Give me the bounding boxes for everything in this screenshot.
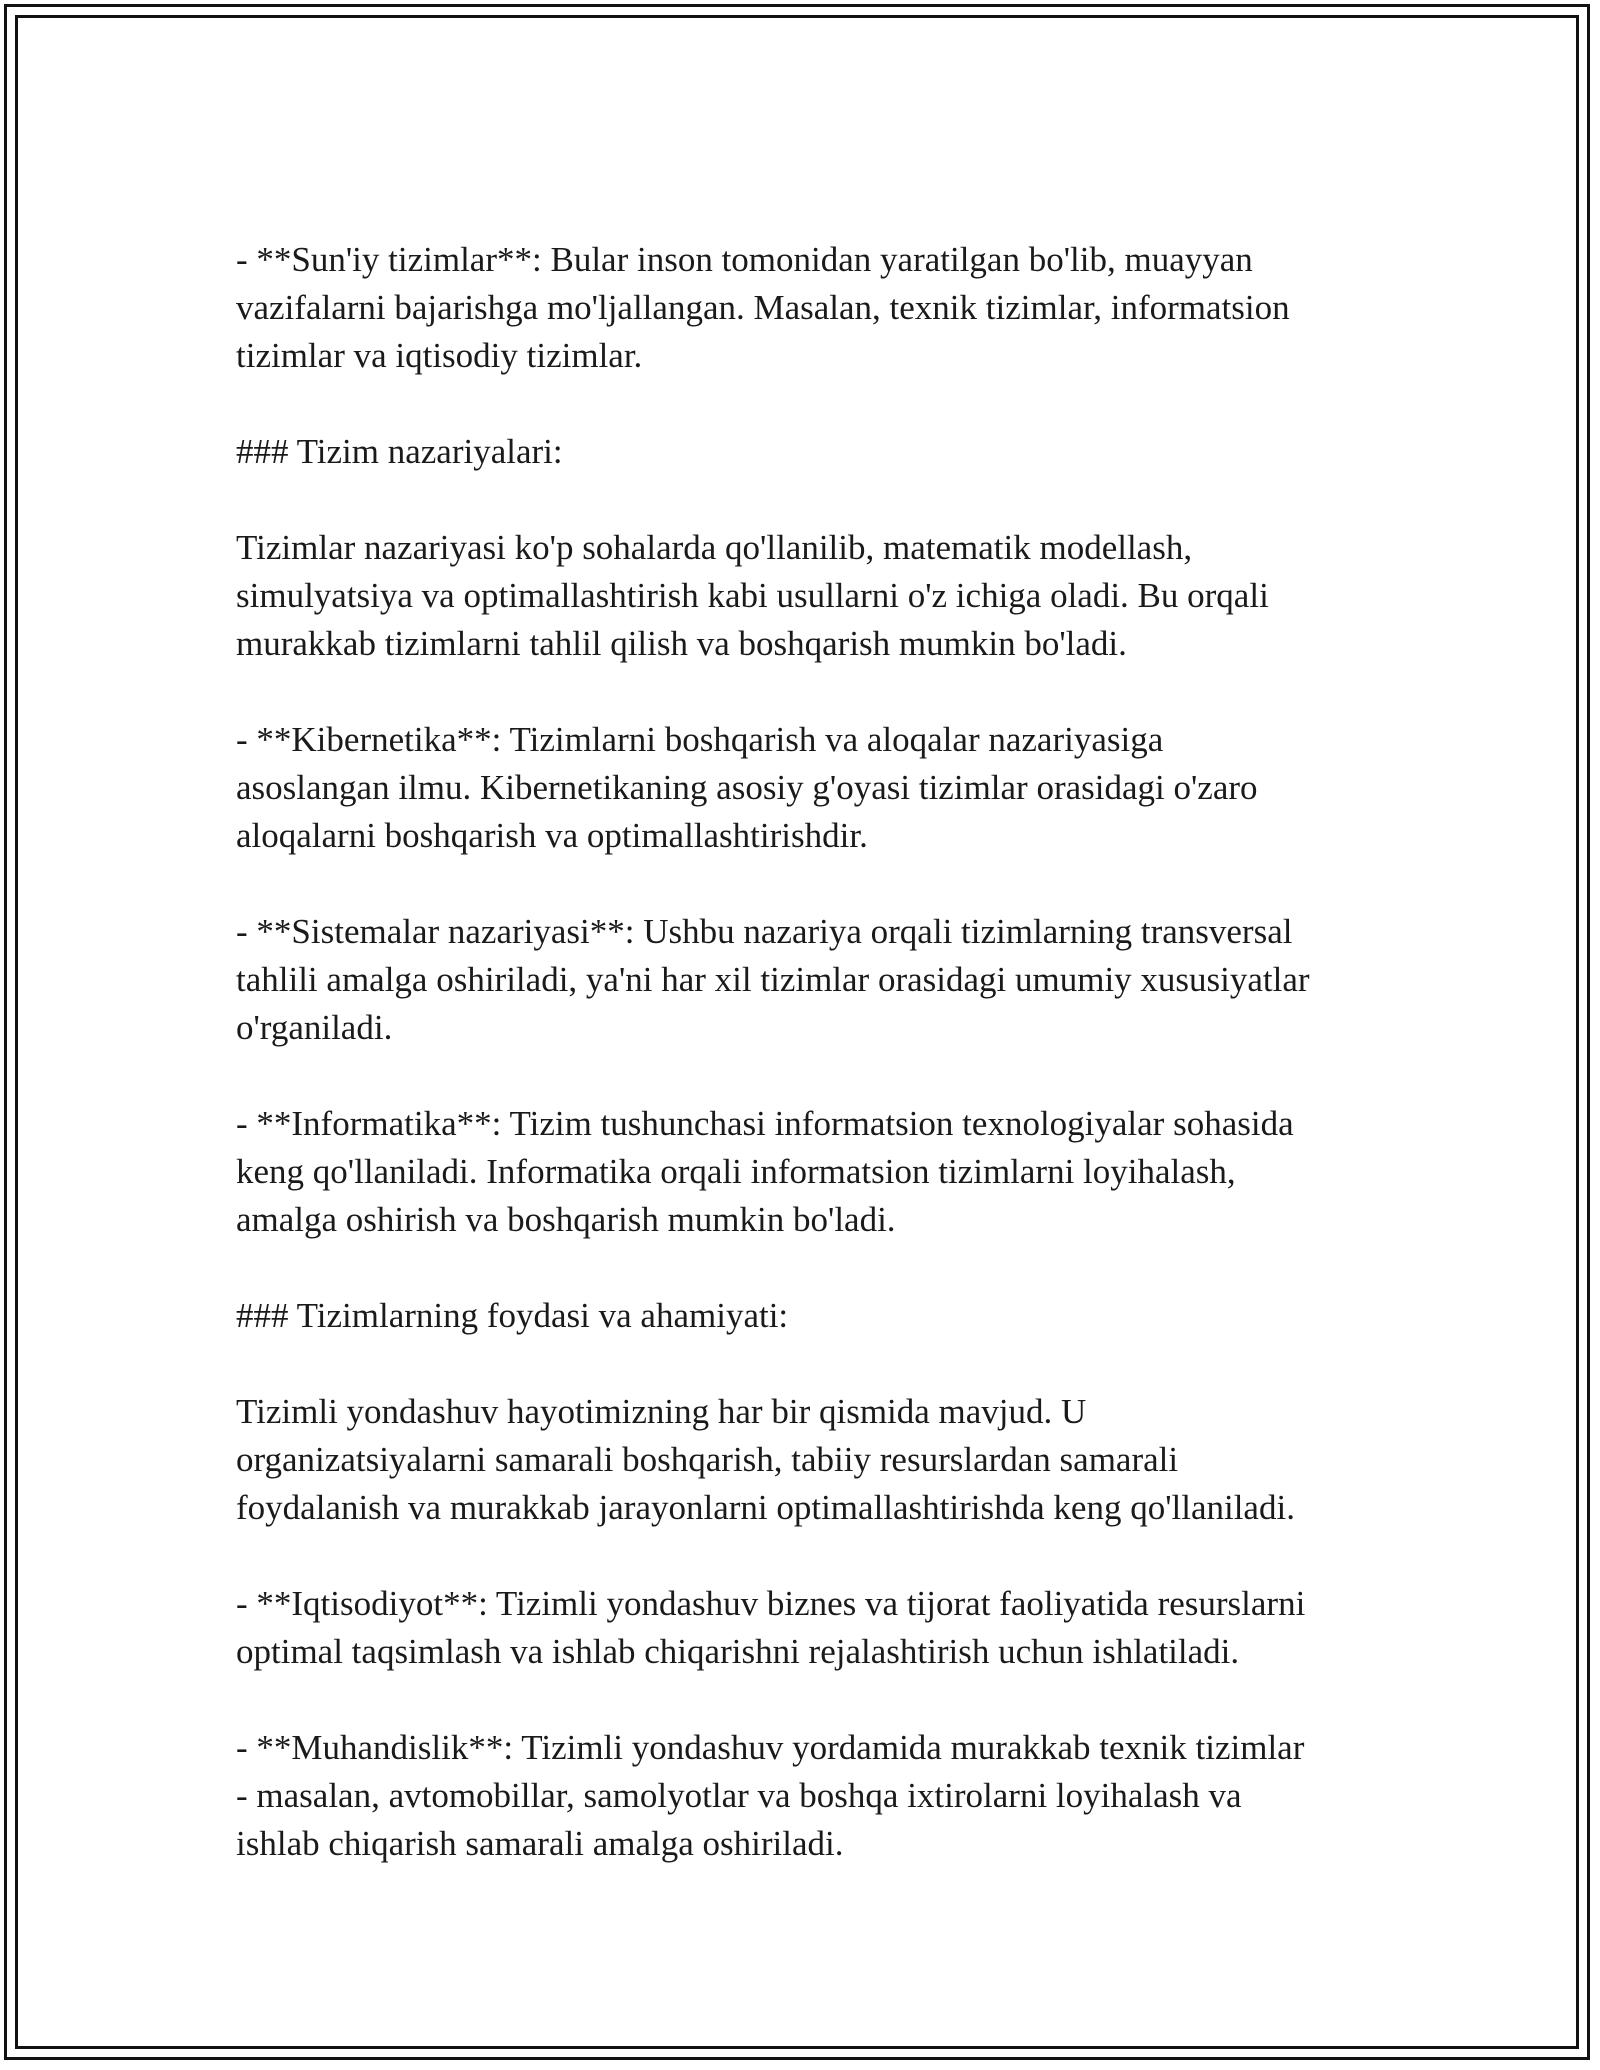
- paragraph-tizimlar-nazariyasi: Tizimlar nazariyasi ko'p sohalarda qo'llanilib, matematik modellash, simulyatsiya va optimallashtirish kabi usullarni o'z ichiga oladi. Bu orqali murakkab tizimlarni tahlil qilish va boshqarish mumkin bo'ladi.: [236, 528, 1269, 663]
- paragraph-sistemalar-nazariyasi: - **Sistemalar nazariyasi**: Ushbu nazariya orqali tizimlarning transversal tahlili amalga oshiriladi, ya'ni har xil tizimlar orasidagi umumiy xususiyatlar o'rganiladi.: [236, 912, 1310, 1047]
- heading-tizim-nazariyalari: ### Tizim nazariyalari:: [236, 432, 563, 471]
- paragraph-suniy-tizimlar: - **Sun'iy tizimlar**: Bular inson tomonidan yaratilgan bo'lib, muayyan vazifalarni bajarishga mo'ljallangan. Masalan, texnik tizimlar, informatsion tizimlar va iqtisodiy tizimlar.: [236, 240, 1290, 375]
- paragraph-muhandislik: - **Muhandislik**: Tizimli yondashuv yordamida murakkab texnik tizimlar - masalan, avtomobillar, samolyotlar va boshqa ixtirolarni loyihalash va ishlab chiqarish samarali amalga oshiriladi.: [236, 1728, 1305, 1863]
- paragraph-iqtisodiyot: - **Iqtisodiyot**: Tizimli yondashuv biznes va tijorat faoliyatida resurslarni optimal taqsimlash va ishlab chiqarishni rejalashtirish uchun ishlatiladi.: [236, 1584, 1306, 1671]
- document-body: [236, 236, 1386, 1868]
- paragraph-tizimli-yondashuv: Tizimli yondashuv hayotimizning har bir qismida mavjud. U organizatsiyalarni samarali boshqarish, tabiiy resurslardan samarali foydalanish va murakkab jarayonlarni optimallashtirishda keng qo'llaniladi.: [236, 1392, 1295, 1527]
- paragraph-informatika: - **Informatika**: Tizim tushunchasi informatsion texnologiyalar sohasida keng qo'llaniladi. Informatika orqali informatsion tizimlarni loyihalash, amalga oshirish va boshqarish mumkin bo'ladi.: [236, 1104, 1294, 1239]
- heading-tizimlarning-foydasi: ### Tizimlarning foydasi va ahamiyati:: [236, 1296, 789, 1335]
- paragraph-kibernetika: - **Kibernetika**: Tizimlarni boshqarish va aloqalar nazariyasiga asoslangan ilmu. Kibernetikaning asosiy g'oyasi tizimlar orasidagi o'zaro aloqalarni boshqarish va optimallashtirishdir.: [236, 720, 1258, 855]
